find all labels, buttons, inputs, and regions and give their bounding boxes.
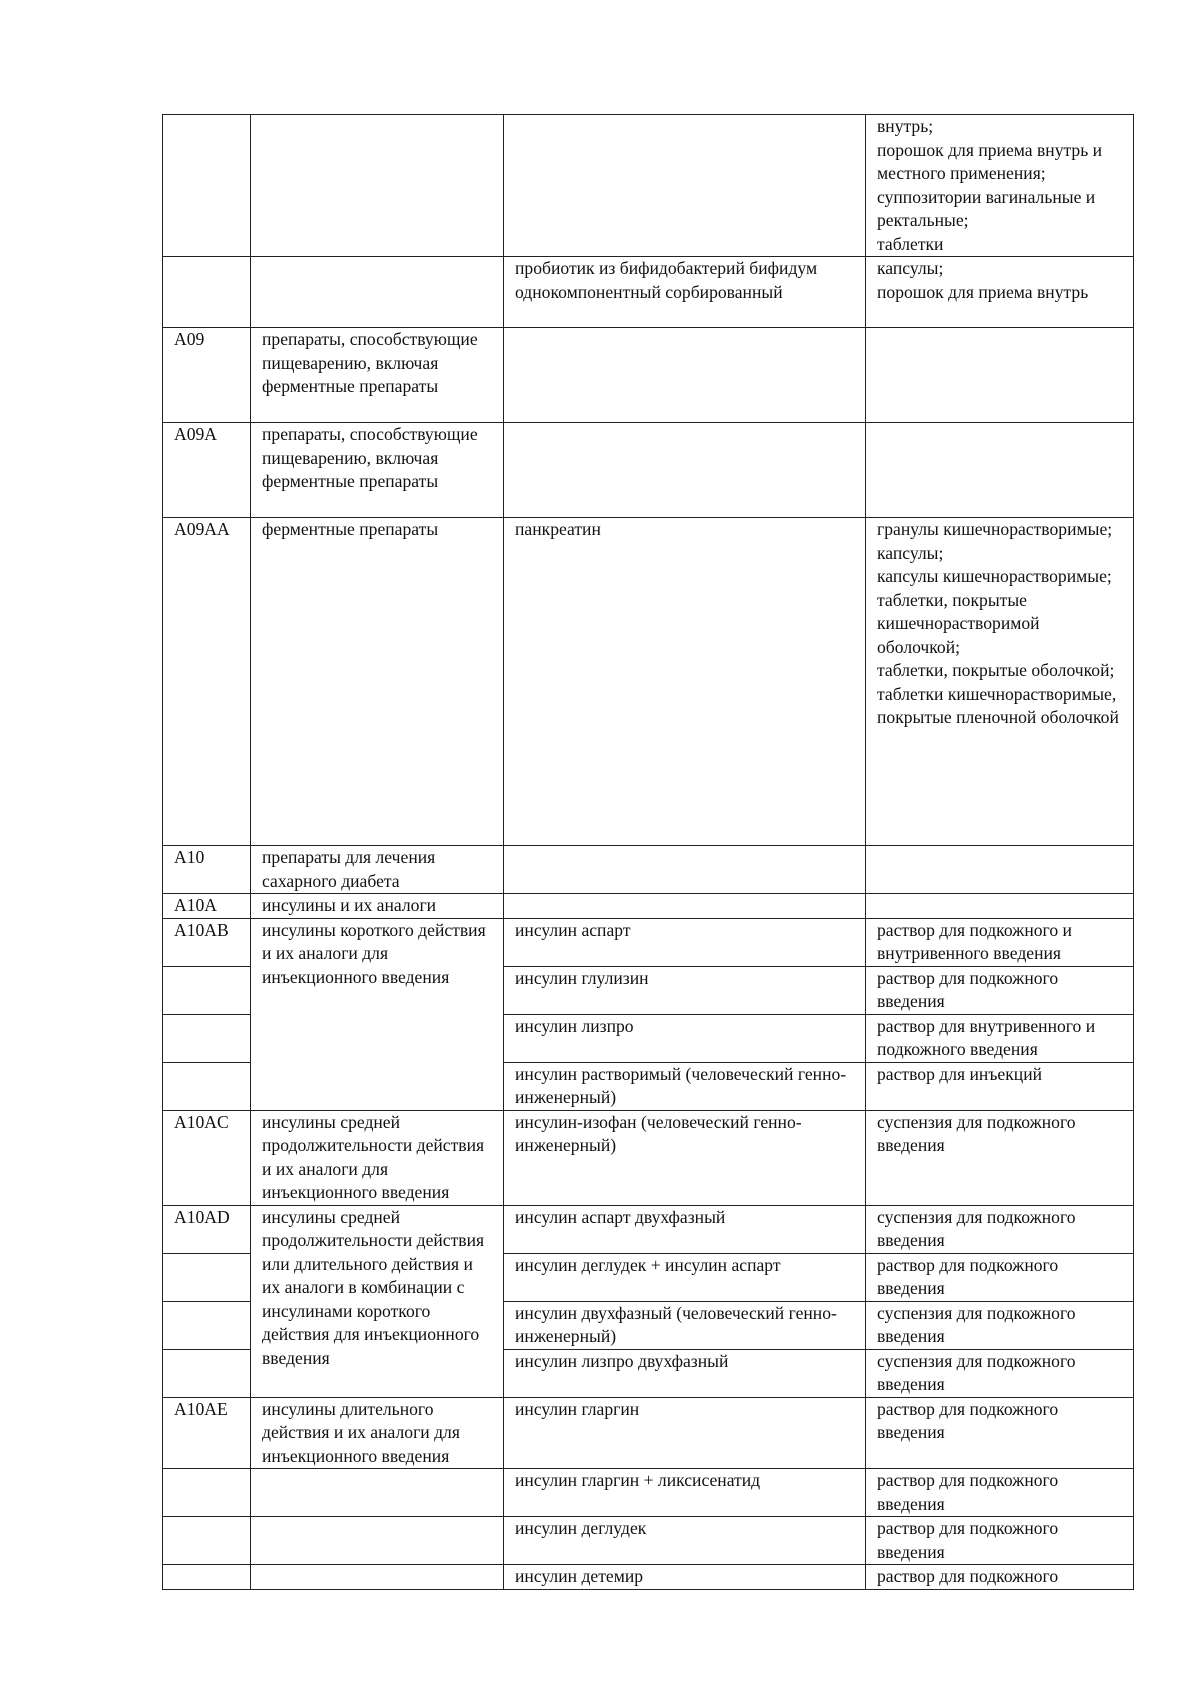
table-row [163, 115, 1134, 257]
group-cell [251, 115, 504, 257]
dosage-form-cell [866, 894, 1134, 919]
group-cell: инсулины длительного действия и их аналоги для инъекционного введения [251, 1397, 504, 1469]
table-row [163, 257, 1134, 328]
atc-code-cell: A10AC [163, 1110, 251, 1205]
table-row [163, 1469, 1134, 1517]
dosage-form-cell: раствор для подкожного введения [866, 1397, 1134, 1469]
table-row [163, 846, 1134, 894]
group-cell [251, 1517, 504, 1565]
group-cell: инсулины средней продолжительности действия или длительного действия и их аналоги в комбинации с инсулинами короткого действия для инъекционного введения [251, 1205, 504, 1397]
dosage-form-cell [866, 328, 1134, 423]
group-cell [251, 1469, 504, 1517]
atc-code-cell [163, 1565, 251, 1590]
atc-code-cell [163, 115, 251, 257]
dosage-form-cell [866, 423, 1134, 518]
group-cell [251, 257, 504, 328]
table-row [163, 1565, 1134, 1590]
atc-code-cell: A09 [163, 328, 251, 423]
drug-cell: инсулин двухфазный (человеческий генно-инженерный) [504, 1301, 866, 1349]
drug-cell: инсулин деглудек [504, 1517, 866, 1565]
dosage-form-cell: внутрь; порошок для приема внутрь и местного применения; суппозитории вагинальные и ректальные; таблетки [866, 115, 1134, 257]
drug-cell [504, 115, 866, 257]
drug-cell: панкреатин [504, 518, 866, 846]
drug-cell: инсулин деглудек + инсулин аспарт [504, 1253, 866, 1301]
atc-code-cell [163, 1349, 251, 1397]
atc-code-cell: A10 [163, 846, 251, 894]
group-cell: препараты, способствующие пищеварению, включая ферментные препараты [251, 423, 504, 518]
dosage-form-cell: раствор для инъекций [866, 1062, 1134, 1110]
atc-code-cell [163, 1014, 251, 1062]
table-row [163, 918, 1134, 966]
atc-code-cell [163, 1469, 251, 1517]
drug-cell: инсулин гларгин [504, 1397, 866, 1469]
dosage-form-cell: раствор для подкожного и внутривенного введения [866, 918, 1134, 966]
group-cell: ферментные препараты [251, 518, 504, 846]
group-cell: препараты для лечения сахарного диабета [251, 846, 504, 894]
atc-code-cell: A10AB [163, 918, 251, 966]
drug-cell: инсулин глулизин [504, 966, 866, 1014]
table-row [163, 328, 1134, 423]
drug-cell: инсулин детемир [504, 1565, 866, 1590]
dosage-form-cell: суспензия для подкожного введения [866, 1110, 1134, 1205]
dosage-form-cell: гранулы кишечнорастворимые; капсулы; капсулы кишечнорастворимые; таблетки, покрытые кишечнорастворимой оболочкой; таблетки, покрытые оболочкой; таблетки кишечнорастворимые, покрытые пленочной оболочкой [866, 518, 1134, 846]
group-cell: препараты, способствующие пищеварению, включая ферментные препараты [251, 328, 504, 423]
atc-code-cell [163, 966, 251, 1014]
dosage-form-cell: капсулы; порошок для приема внутрь [866, 257, 1134, 328]
drug-table [162, 114, 1134, 1590]
drug-cell [504, 846, 866, 894]
atc-code-cell: A09A [163, 423, 251, 518]
table-row [163, 1205, 1134, 1253]
table-row [163, 518, 1134, 846]
drug-cell: пробиотик из бифидобактерий бифидум однокомпонентный сорбированный [504, 257, 866, 328]
drug-cell: инсулин-изофан (человеческий генно-инженерный) [504, 1110, 866, 1205]
dosage-form-cell: раствор для внутривенного и подкожного введения [866, 1014, 1134, 1062]
group-cell: инсулины средней продолжительности действия и их аналоги для инъекционного введения [251, 1110, 504, 1205]
group-cell: инсулины и их аналоги [251, 894, 504, 919]
dosage-form-cell: раствор для подкожного [866, 1565, 1134, 1590]
dosage-form-cell: раствор для подкожного введения [866, 966, 1134, 1014]
atc-code-cell: A10A [163, 894, 251, 919]
dosage-form-cell [866, 846, 1134, 894]
group-cell [251, 1565, 504, 1590]
atc-code-cell [163, 1253, 251, 1301]
atc-code-cell: A10AE [163, 1397, 251, 1469]
table-row [163, 423, 1134, 518]
atc-code-cell: A10AD [163, 1205, 251, 1253]
table-row [163, 1397, 1134, 1469]
table-row [163, 1517, 1134, 1565]
table-row [163, 1110, 1134, 1205]
drug-cell [504, 328, 866, 423]
drug-cell [504, 894, 866, 919]
drug-cell: инсулин растворимый (человеческий генно-инженерный) [504, 1062, 866, 1110]
atc-code-cell [163, 257, 251, 328]
atc-code-cell [163, 1301, 251, 1349]
drug-cell: инсулин лизпро двухфазный [504, 1349, 866, 1397]
dosage-form-cell: суспензия для подкожного введения [866, 1301, 1134, 1349]
dosage-form-cell: раствор для подкожного введения [866, 1253, 1134, 1301]
dosage-form-cell: суспензия для подкожного введения [866, 1205, 1134, 1253]
atc-code-cell [163, 1517, 251, 1565]
atc-code-cell [163, 1062, 251, 1110]
drug-cell: инсулин аспарт [504, 918, 866, 966]
drug-cell [504, 423, 866, 518]
group-cell: инсулины короткого действия и их аналоги для инъекционного введения [251, 918, 504, 1110]
dosage-form-cell: суспензия для подкожного введения [866, 1349, 1134, 1397]
atc-code-cell: A09AA [163, 518, 251, 846]
drug-cell: инсулин аспарт двухфазный [504, 1205, 866, 1253]
drug-cell: инсулин лизпро [504, 1014, 866, 1062]
dosage-form-cell: раствор для подкожного введения [866, 1517, 1134, 1565]
dosage-form-cell: раствор для подкожного введения [866, 1469, 1134, 1517]
table-row [163, 894, 1134, 919]
drug-cell: инсулин гларгин + ликсисенатид [504, 1469, 866, 1517]
